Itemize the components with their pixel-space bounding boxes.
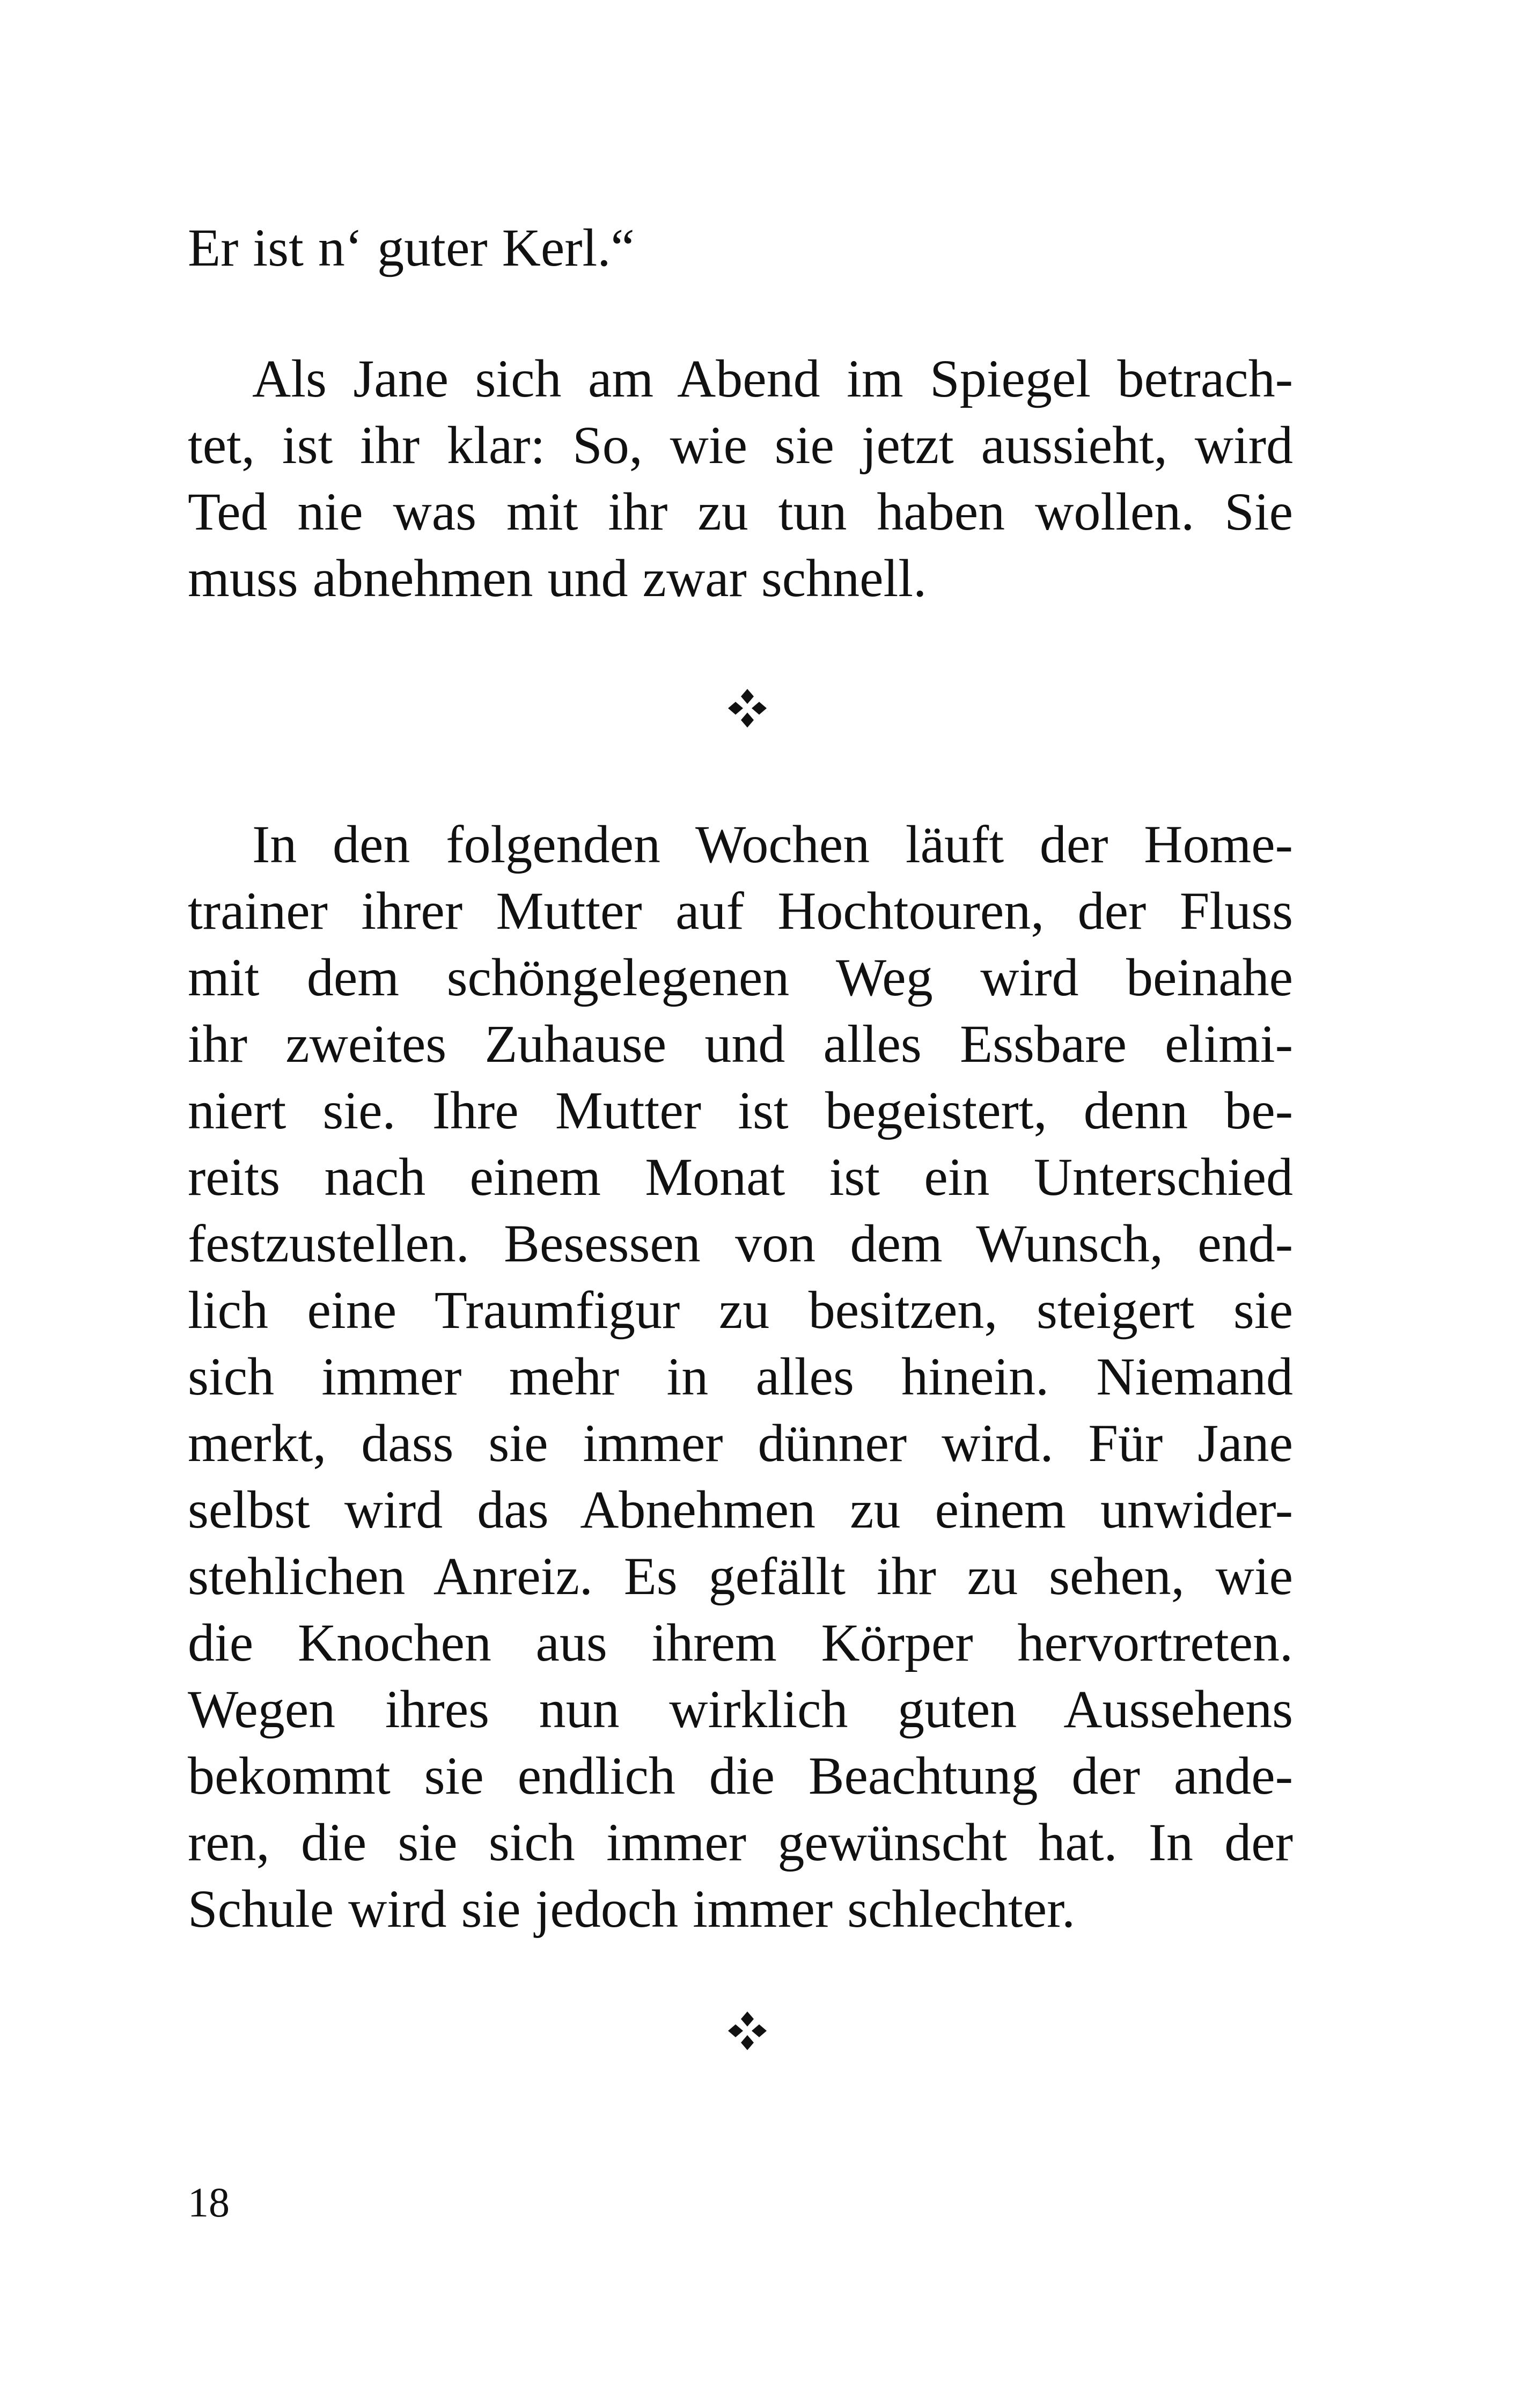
text-line: Er ist n‘ guter Kerl.“ — [188, 218, 635, 277]
text-line: stehlichen Anreiz. Es gefällt ihr zu sehen, wie — [188, 1546, 1293, 1606]
text-line: sich immer mehr in alles hinein. Niemand — [188, 1347, 1293, 1406]
text-line: muss abnehmen und zwar schnell. — [188, 548, 927, 608]
text-line: tet, ist ihr klar: So, wie sie jetzt aussieht, wird — [188, 415, 1293, 475]
four-diamond-ornament-icon — [726, 687, 769, 730]
text-line: mit dem schöngelegenen Weg wird beinahe — [188, 948, 1293, 1007]
text-line: In den folgenden Wochen läuft der Home- — [252, 814, 1293, 874]
four-diamond-ornament-icon — [726, 2009, 769, 2052]
text-line: ren, die sie sich immer gewünscht hat. In der — [188, 1812, 1293, 1872]
text-line: lich eine Traumfigur zu besitzen, steigert sie — [188, 1280, 1293, 1340]
text-line: merkt, dass sie immer dünner wird. Für Jane — [188, 1413, 1293, 1473]
text-line: Ted nie was mit ihr zu tun haben wollen. Sie — [188, 482, 1293, 541]
text-line: bekommt sie endlich die Beachtung der ande- — [188, 1746, 1293, 1805]
text-line: niert sie. Ihre Mutter ist begeistert, denn be- — [188, 1081, 1293, 1140]
text-line: ihr zweites Zuhause und alles Essbare elimi- — [188, 1014, 1293, 1074]
text-line: reits nach einem Monat ist ein Unterschied — [188, 1147, 1293, 1207]
text-line: Wegen ihres nun wirklich guten Aussehens — [188, 1679, 1293, 1739]
page-number: 18 — [188, 2179, 230, 2226]
text-line: die Knochen aus ihrem Körper hervortreten. — [188, 1613, 1293, 1672]
text-line: selbst wird das Abnehmen zu einem unwider- — [188, 1480, 1293, 1539]
text-line: trainer ihrer Mutter auf Hochtouren, der Fluss — [188, 881, 1293, 941]
text-line: festzustellen. Besessen von dem Wunsch, end- — [188, 1214, 1293, 1273]
text-line: Schule wird sie jedoch immer schlechter. — [188, 1879, 1075, 1939]
text-line: Als Jane sich am Abend im Spiegel betrach- — [252, 349, 1293, 408]
